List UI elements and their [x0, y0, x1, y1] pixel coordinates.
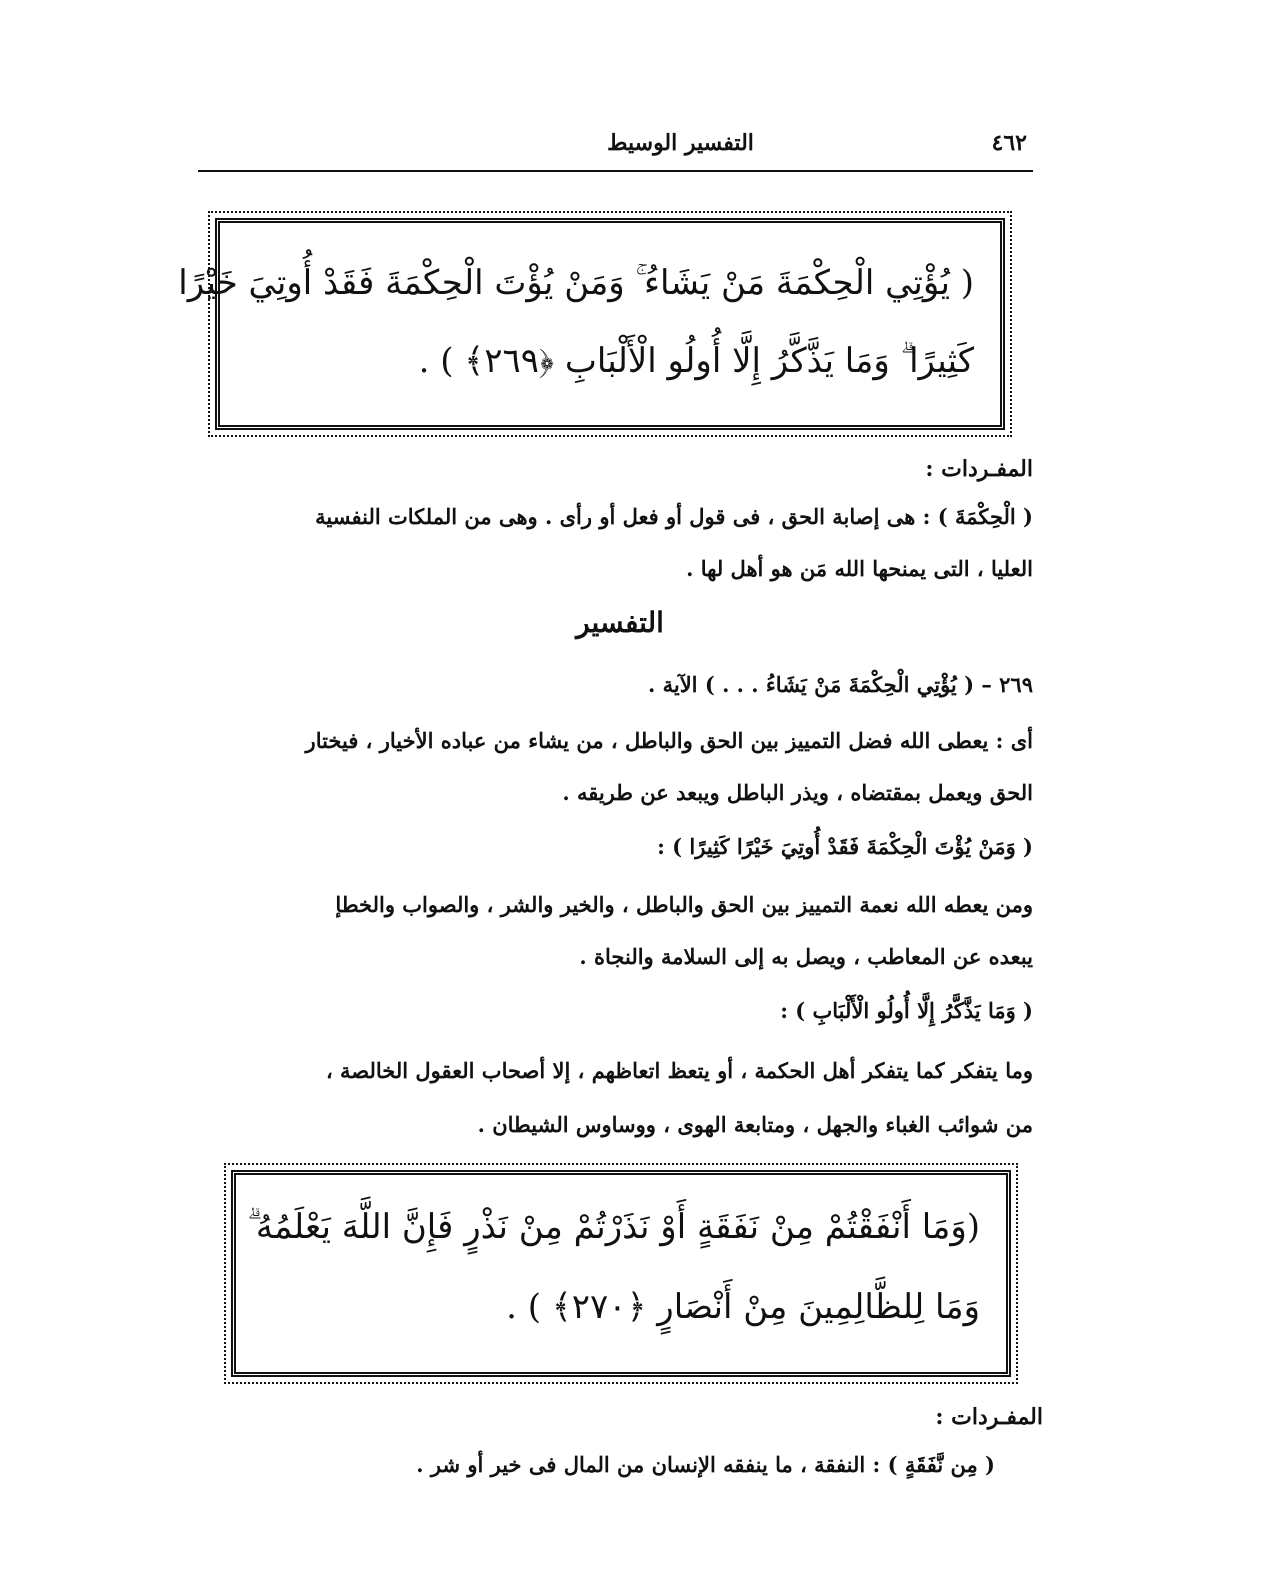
paragraph-3-line-2: من شوائب الغباء والجهل ، ومتابعة الهوى ، ووساوس الشيطان .	[477, 1112, 1033, 1137]
vocabulary-heading-2: المفـردات :	[935, 1404, 1043, 1430]
verse-270-line-2: وَمَا لِلظَّالِمِينَ مِنْ أَنْصَارٍ ﴿٢٧٠﴾ ) .	[506, 1287, 980, 1327]
verse-269-line-1: ( يُؤْتِي الْحِكْمَةَ مَنْ يَشَاءُ ۚ وَمَنْ يُؤْتَ الْحِكْمَةَ فَقَدْ أُوتِيَ خَيْرًا	[178, 263, 974, 303]
paragraph-1-line-1: أى : يعطى الله فضل التمييز بين الحق والباطل ، من يشاء من عباده الأخيار ، فيختار	[305, 728, 1033, 753]
verse-reference: ٢٦٩ – ( يُؤْتِي الْحِكْمَةَ مَنْ يَشَاءُ . . . ) الآية .	[647, 672, 1033, 697]
vocab-1-line-1: ( الْحِكْمَةَ ) : هى إصابة الحق ، فى قول أو فعل أو رأى . وهى من الملكات النفسية	[315, 504, 1033, 529]
verse-269-line-2: كَثِيرًا ۗ وَمَا يَذَّكَّرُ إِلَّا أُولُو الْأَلْبَابِ ﴿٢٦٩﴾ ) .	[418, 341, 974, 381]
verse-frame-270	[231, 1170, 1011, 1377]
quoted-phrase-1: ( وَمَنْ يُؤْتَ الْحِكْمَةَ فَقَدْ أُوتِيَ خَيْرًا كَثِيرًا ) :	[657, 834, 1033, 859]
running-title: التفسير الوسيط	[607, 130, 754, 156]
verse-270-line-1: (وَمَا أَنْفَقْتُمْ مِنْ نَفَقَةٍ أَوْ نَذَرْتُمْ مِنْ نَذْرٍ فَإِنَّ اللَّهَ يَعْلَمُهُ ۗ	[247, 1207, 980, 1247]
paragraph-3-line-1: وما يتفكر كما يتفكر أهل الحكمة ، أو يتعظ اتعاظهم ، إلا أصحاب العقول الخالصة ،	[325, 1058, 1033, 1083]
vocab-2-line-1: ( مِن نَّفَقَةٍ ) : النفقة ، ما ينفقه الإنسان من المال فى خير أو شر .	[416, 1452, 995, 1477]
paragraph-2-line-1: ومن يعطه الله نعمة التمييز بين الحق والباطل ، والخير والشر ، والصواب والخطإ	[335, 892, 1033, 917]
vocab-1-line-2: العليا ، التى يمنحها الله مَن هو أهل لها .	[686, 556, 1033, 581]
tafsir-title: التفسير	[576, 606, 664, 639]
page-number: ٤٦٢	[991, 130, 1027, 156]
paragraph-2-line-2: يبعده عن المعاطب ، ويصل به إلى السلامة والنجاة .	[579, 944, 1033, 969]
verse-frame-269	[178, 218, 1005, 430]
paragraph-1-line-2: الحق ويعمل بمقتضاه ، ويذر الباطل ويبعد عن طريقه .	[562, 780, 1033, 805]
quoted-phrase-2: ( وَمَا يَذَّكَّرُ إِلَّا أُولُو الْأَلْبَابِ ) :	[780, 998, 1033, 1023]
page-header	[198, 128, 1033, 170]
vocabulary-heading-1: المفـردات :	[925, 456, 1033, 482]
header-rule	[198, 170, 1033, 172]
